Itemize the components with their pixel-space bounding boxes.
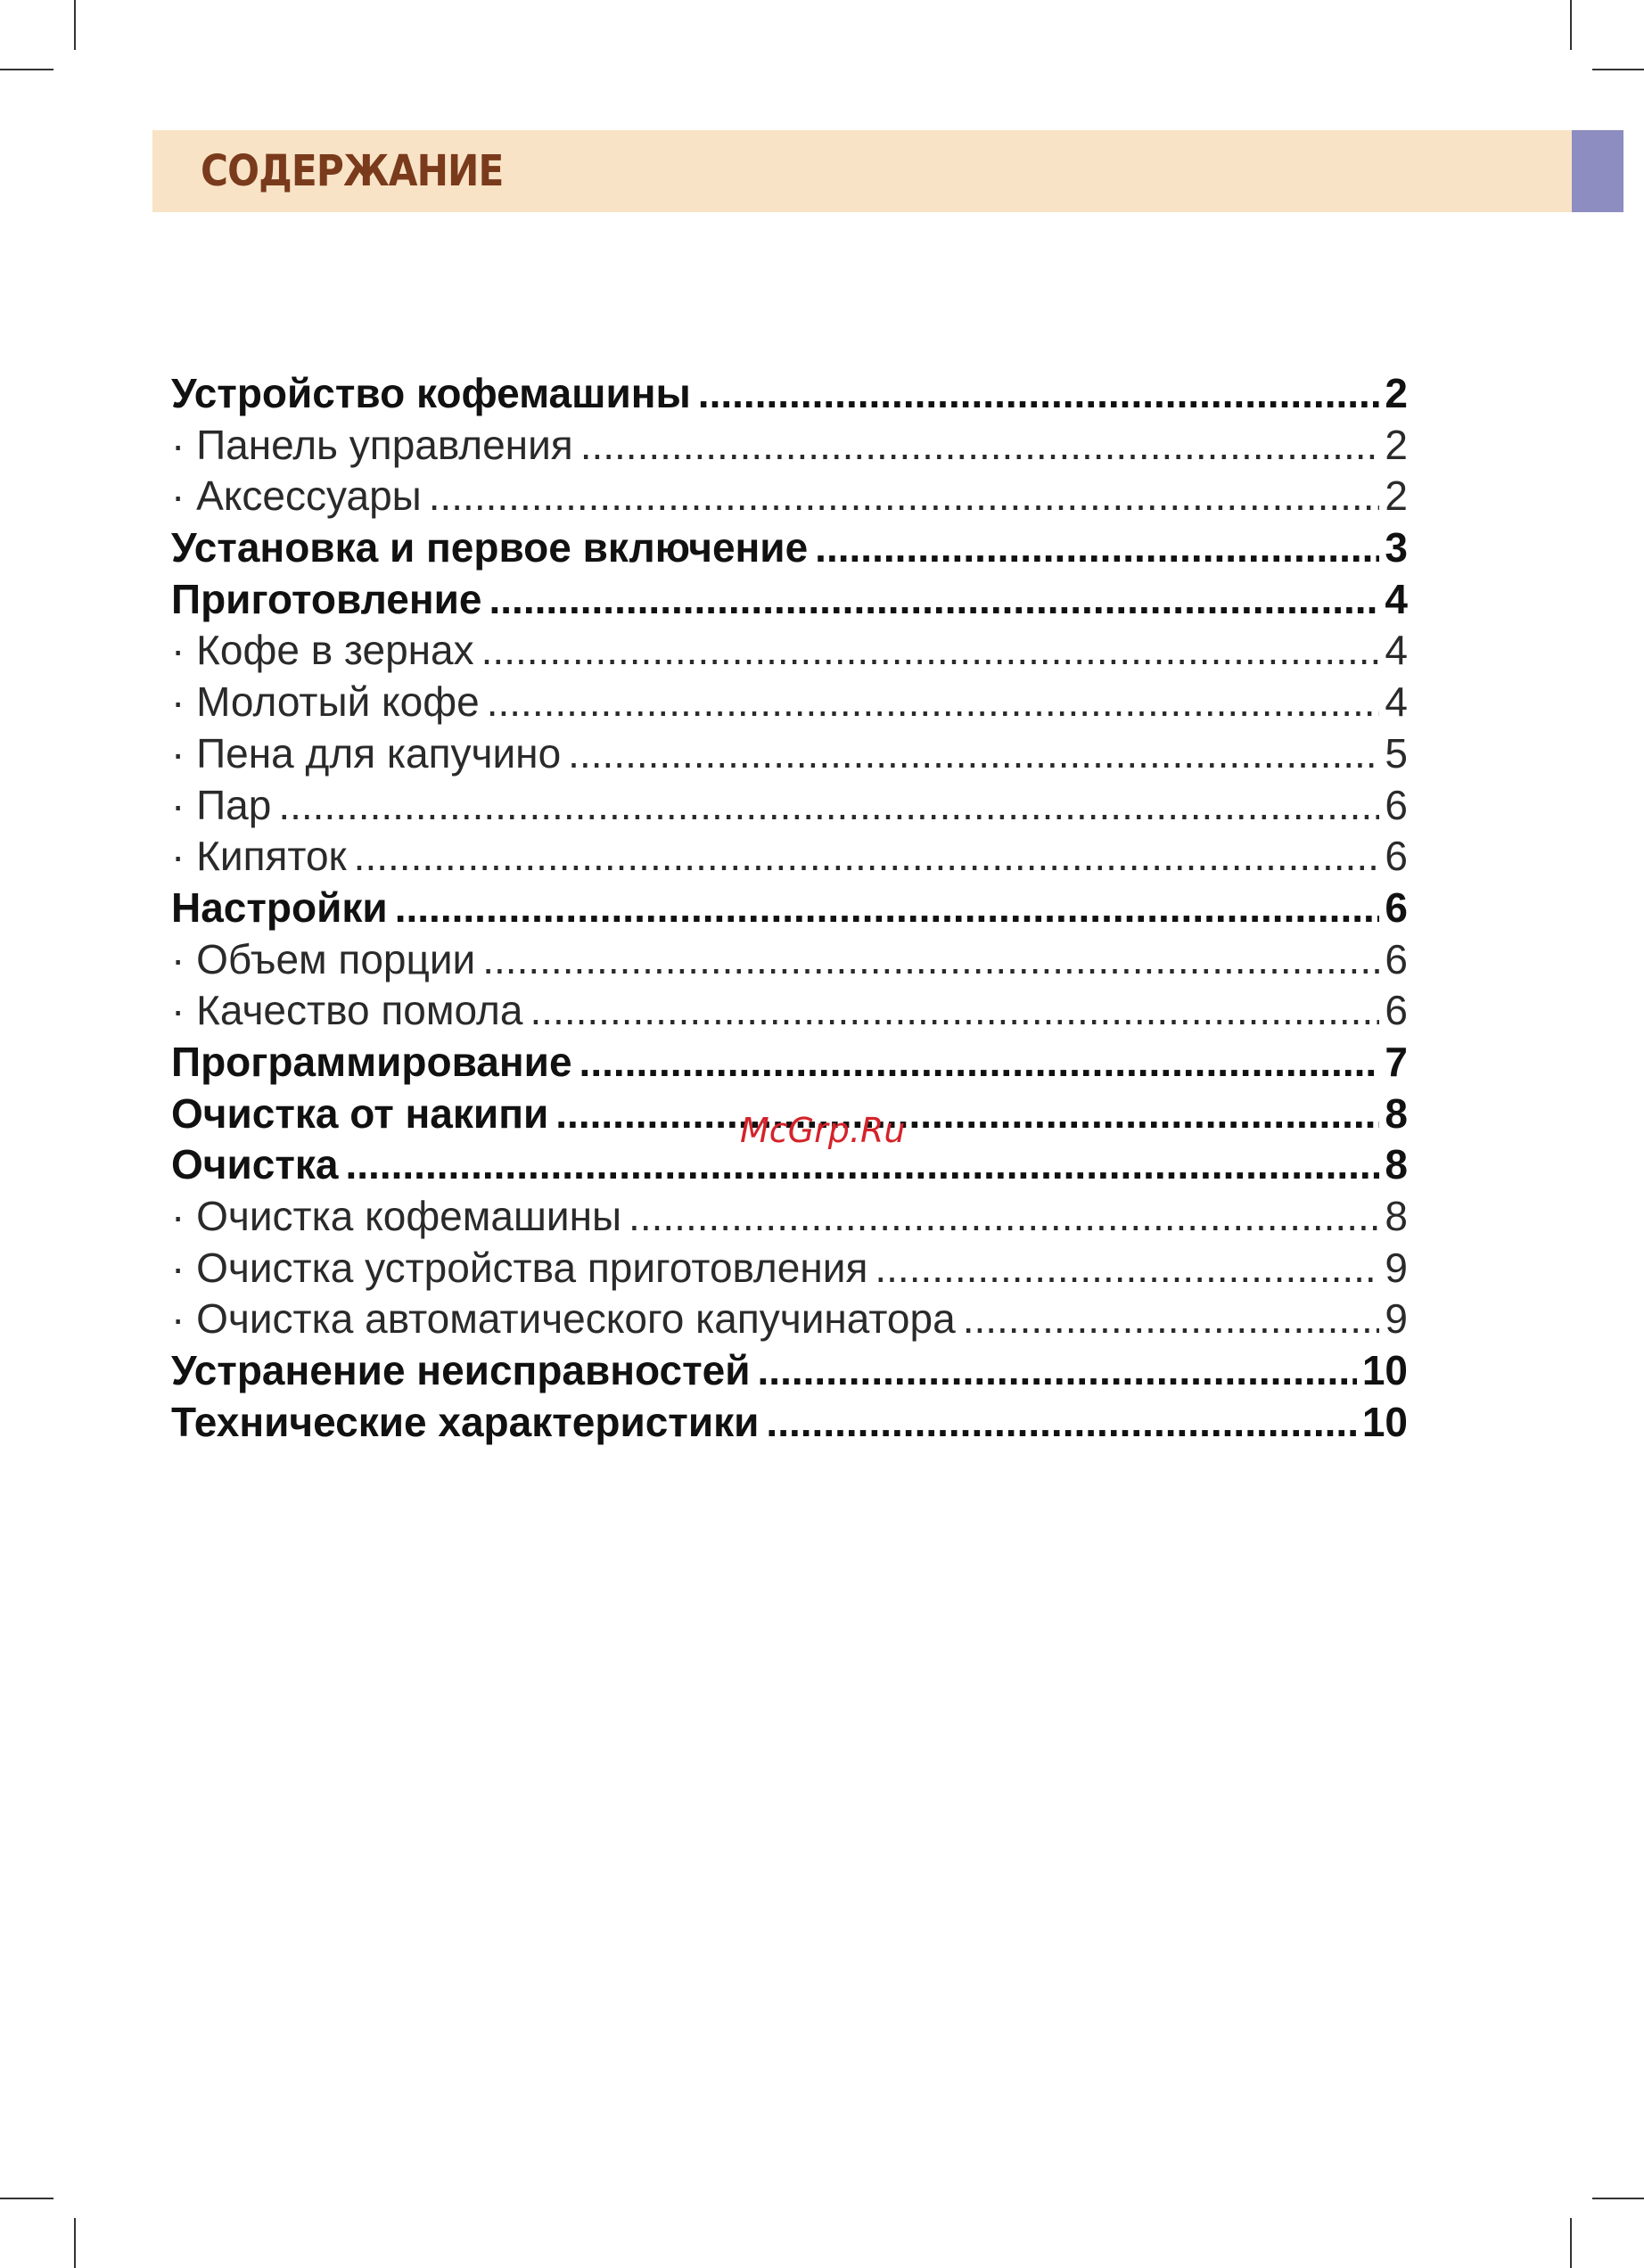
toc-dot-leader: [815, 522, 1379, 574]
toc-label: · Очистка кофемашины: [171, 1193, 622, 1239]
toc-label: · Молотый кофе: [171, 678, 480, 726]
toc-label: · Пена для капучино: [171, 729, 562, 777]
toc-label: Установка и первое включение: [171, 524, 809, 571]
toc-label: · Объем порции: [171, 935, 476, 982]
toc-page-number: 2: [1385, 421, 1408, 468]
header-band: [152, 130, 1572, 212]
toc-subsection[interactable]: [171, 1243, 1408, 1294]
toc-subsection[interactable]: [171, 831, 1408, 883]
toc-subsection[interactable]: [171, 985, 1408, 1037]
toc-dot-leader: [429, 471, 1380, 522]
toc-dot-leader: [758, 1345, 1357, 1397]
toc-label: · Панель управления: [171, 421, 573, 468]
toc-label: Очистка от накипи: [171, 1089, 549, 1137]
toc-section[interactable]: [171, 368, 1408, 420]
toc-label: · Аксессуары: [171, 472, 422, 520]
toc-section[interactable]: [171, 1037, 1408, 1089]
toc-page-number: 6: [1385, 833, 1408, 880]
toc-page-number: 7: [1385, 1038, 1408, 1085]
crop-mark-top-left-vertical: [74, 0, 76, 50]
toc-section[interactable]: [171, 1397, 1408, 1449]
crop-mark-top-left-horizontal: [0, 69, 53, 70]
toc-dot-leader: [395, 883, 1380, 934]
toc-section[interactable]: [171, 883, 1408, 934]
page-title: СОДЕРЖАНИЕ: [201, 146, 504, 196]
toc-dot-leader: [481, 625, 1380, 677]
toc-dot-leader: [875, 1243, 1379, 1294]
toc-dot-leader: [580, 1037, 1380, 1089]
crop-mark-bottom-right-vertical: [1570, 2218, 1572, 2268]
toc-page-number: 6: [1385, 781, 1408, 828]
toc-dot-leader: [354, 831, 1380, 883]
toc-page-number: 3: [1385, 524, 1408, 571]
toc-label: Приготовление: [171, 575, 482, 622]
side-tab: [1572, 130, 1623, 212]
toc-subsection[interactable]: [171, 728, 1408, 780]
toc-dot-leader: [278, 780, 1379, 832]
toc-page-number: 2: [1385, 472, 1408, 520]
crop-mark-bottom-right-horizontal: [1592, 2198, 1644, 2199]
toc-dot-leader: [963, 1294, 1380, 1345]
crop-mark-top-right-vertical: [1570, 0, 1572, 50]
toc-page-number: 4: [1385, 575, 1408, 622]
watermark: McGrp.Ru: [740, 1111, 906, 1150]
toc-page-number: 10: [1361, 1398, 1408, 1445]
toc-dot-leader: [555, 1089, 1379, 1140]
toc-subsection[interactable]: [171, 420, 1408, 472]
crop-mark-bottom-left-vertical: [74, 2218, 76, 2268]
toc-subsection[interactable]: [171, 780, 1408, 832]
toc-label: Технические характеристики: [171, 1398, 760, 1445]
toc-dot-leader: [530, 985, 1379, 1037]
toc-page-number: 9: [1385, 1295, 1408, 1343]
toc-label: Настройки: [171, 883, 388, 931]
table-of-contents: [171, 368, 1408, 1448]
toc-subsection[interactable]: [171, 625, 1408, 677]
toc-section[interactable]: [171, 522, 1408, 574]
toc-dot-leader: [580, 420, 1380, 472]
crop-mark-top-right-horizontal: [1592, 69, 1644, 70]
toc-dot-leader: [482, 934, 1379, 986]
toc-dot-leader: [487, 677, 1380, 728]
toc-page-number: 8: [1385, 1089, 1408, 1137]
toc-dot-leader: [489, 574, 1379, 626]
toc-label: Устранение неисправностей: [171, 1347, 751, 1394]
toc-subsection[interactable]: [171, 934, 1408, 986]
toc-page-number: 8: [1385, 1193, 1408, 1239]
toc-subsection[interactable]: [171, 471, 1408, 522]
toc-section[interactable]: [171, 574, 1408, 626]
toc-subsection[interactable]: [171, 677, 1408, 728]
toc-label: · Кофе в зернах: [171, 627, 474, 674]
toc-page-number: 6: [1385, 935, 1408, 982]
toc-label: · Очистка устройства приготовления: [171, 1244, 868, 1291]
crop-mark-bottom-left-horizontal: [0, 2198, 53, 2199]
toc-label: · Качество помола: [171, 987, 523, 1034]
toc-subsection[interactable]: [171, 1191, 1408, 1243]
toc-page-number: 6: [1385, 987, 1408, 1034]
toc-page-number: 9: [1385, 1244, 1408, 1291]
toc-label: · Очистка автоматического капучинатора: [171, 1295, 956, 1343]
toc-page-number: 4: [1385, 678, 1408, 726]
toc-label: · Пар: [171, 781, 272, 828]
toc-page-number: 8: [1385, 1141, 1408, 1188]
toc-label: Очистка: [171, 1141, 339, 1188]
toc-page-number: 6: [1385, 883, 1408, 931]
toc-dot-leader: [568, 728, 1379, 780]
toc-label: · Кипяток: [171, 833, 347, 880]
toc-page-number: 4: [1385, 627, 1408, 674]
toc-subsection[interactable]: [171, 1294, 1408, 1345]
toc-page-number: 10: [1361, 1347, 1408, 1394]
toc-page-number: 2: [1385, 370, 1408, 416]
toc-dot-leader: [629, 1191, 1379, 1243]
toc-label: Программирование: [171, 1038, 572, 1085]
toc-label: Устройство кофемашины: [171, 370, 691, 416]
toc-section[interactable]: [171, 1345, 1408, 1397]
toc-page-number: 5: [1385, 729, 1408, 777]
toc-dot-leader: [698, 368, 1380, 420]
toc-dot-leader: [766, 1397, 1356, 1449]
